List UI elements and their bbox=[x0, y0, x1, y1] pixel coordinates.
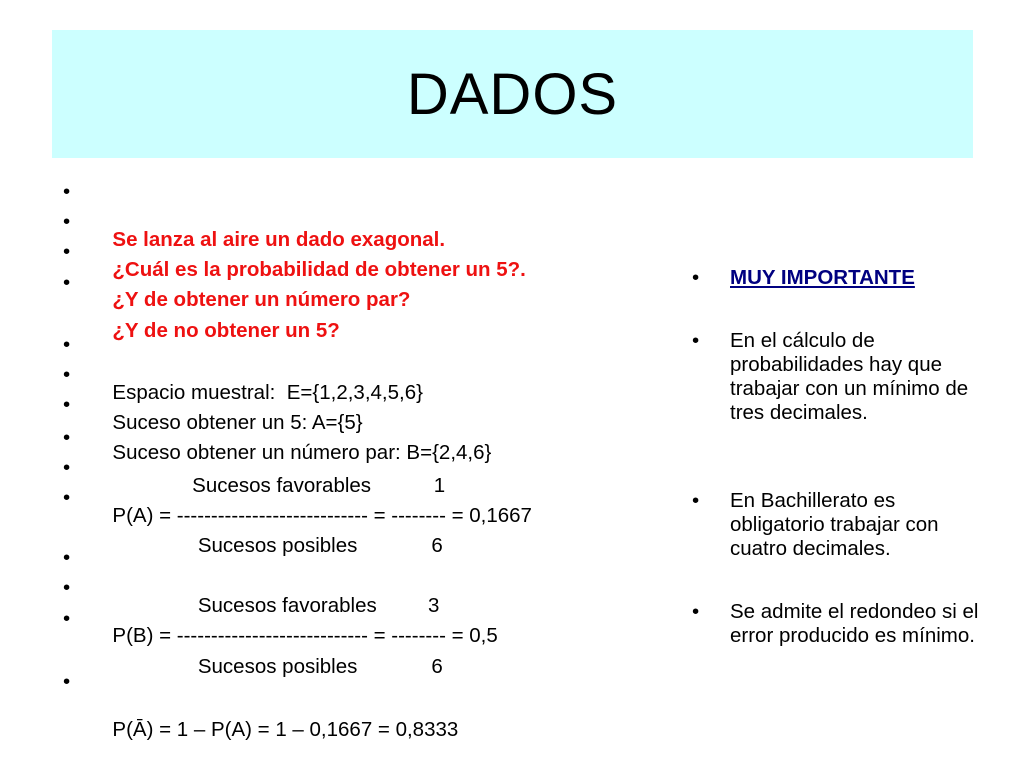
line-text: Espacio muestral: E={1,2,3,4,5,6} bbox=[112, 381, 423, 404]
line-text: Sucesos posibles 6 bbox=[112, 534, 443, 557]
question-text: ¿Y de obtener un número par? bbox=[112, 288, 411, 311]
note-three-decimals bbox=[692, 329, 995, 425]
bullet-icon: • bbox=[63, 576, 71, 599]
line-text: Sucesos posibles 6 bbox=[112, 655, 443, 678]
question-text: Se lanza al aire un dado exagonal. bbox=[112, 228, 446, 251]
line-text: P(Ā) = 1 – P(A) = 1 – 0,1667 = 0,8333 bbox=[112, 718, 459, 741]
line-text: Sucesos favorables 3 bbox=[112, 594, 440, 617]
title-band bbox=[52, 30, 973, 158]
line-text: P(A) = ---------------------------- = -------- = 0,1667 bbox=[112, 504, 532, 527]
bullet-icon: • bbox=[63, 426, 71, 449]
bullet-icon: • bbox=[63, 486, 71, 509]
bullet-icon: • bbox=[63, 271, 71, 294]
muy-importante-label: MUY IMPORTANTE bbox=[730, 266, 915, 289]
complement-formula bbox=[63, 670, 459, 742]
note-heading bbox=[692, 266, 995, 290]
bullet-icon: • bbox=[692, 600, 700, 623]
note-text: En el cálculo de probabilidades hay que trabajar con un mínimo de tres decimales. bbox=[730, 329, 969, 424]
bullet-icon: • bbox=[63, 456, 71, 479]
bullet-icon: • bbox=[63, 393, 71, 416]
line-text: Suceso obtener un número par: B={2,4,6} bbox=[112, 441, 492, 464]
bullet-icon: • bbox=[63, 363, 71, 386]
bullet-icon: • bbox=[63, 546, 71, 569]
bullet-icon: • bbox=[692, 266, 700, 289]
note-four-decimals bbox=[692, 489, 995, 561]
formula-b-denominator bbox=[63, 607, 443, 679]
note-rounding bbox=[692, 600, 995, 648]
note-text: Se admite el redondeo si el error producido es mínimo. bbox=[730, 600, 979, 647]
line-text: P(B) = ---------------------------- = -------- = 0,5 bbox=[112, 624, 498, 647]
note-text: En Bachillerato es obligatorio trabajar con cuatro decimales. bbox=[730, 489, 939, 560]
bullet-icon: • bbox=[63, 670, 71, 693]
question-text: ¿Y de no obtener un 5? bbox=[112, 319, 340, 342]
line-text: Suceso obtener un 5: A={5} bbox=[112, 411, 363, 434]
bullet-icon: • bbox=[63, 607, 71, 630]
bullet-icon: • bbox=[692, 329, 700, 352]
bullet-icon: • bbox=[63, 210, 71, 233]
bullet-icon: • bbox=[63, 333, 71, 356]
slide-title: DADOS bbox=[406, 61, 619, 127]
bullet-icon: • bbox=[63, 240, 71, 263]
bullet-icon: • bbox=[63, 180, 71, 203]
question-text: ¿Cuál es la probabilidad de obtener un 5?. bbox=[112, 258, 526, 281]
line-text: Sucesos favorables 1 bbox=[112, 474, 446, 497]
bullet-icon: • bbox=[692, 489, 700, 512]
